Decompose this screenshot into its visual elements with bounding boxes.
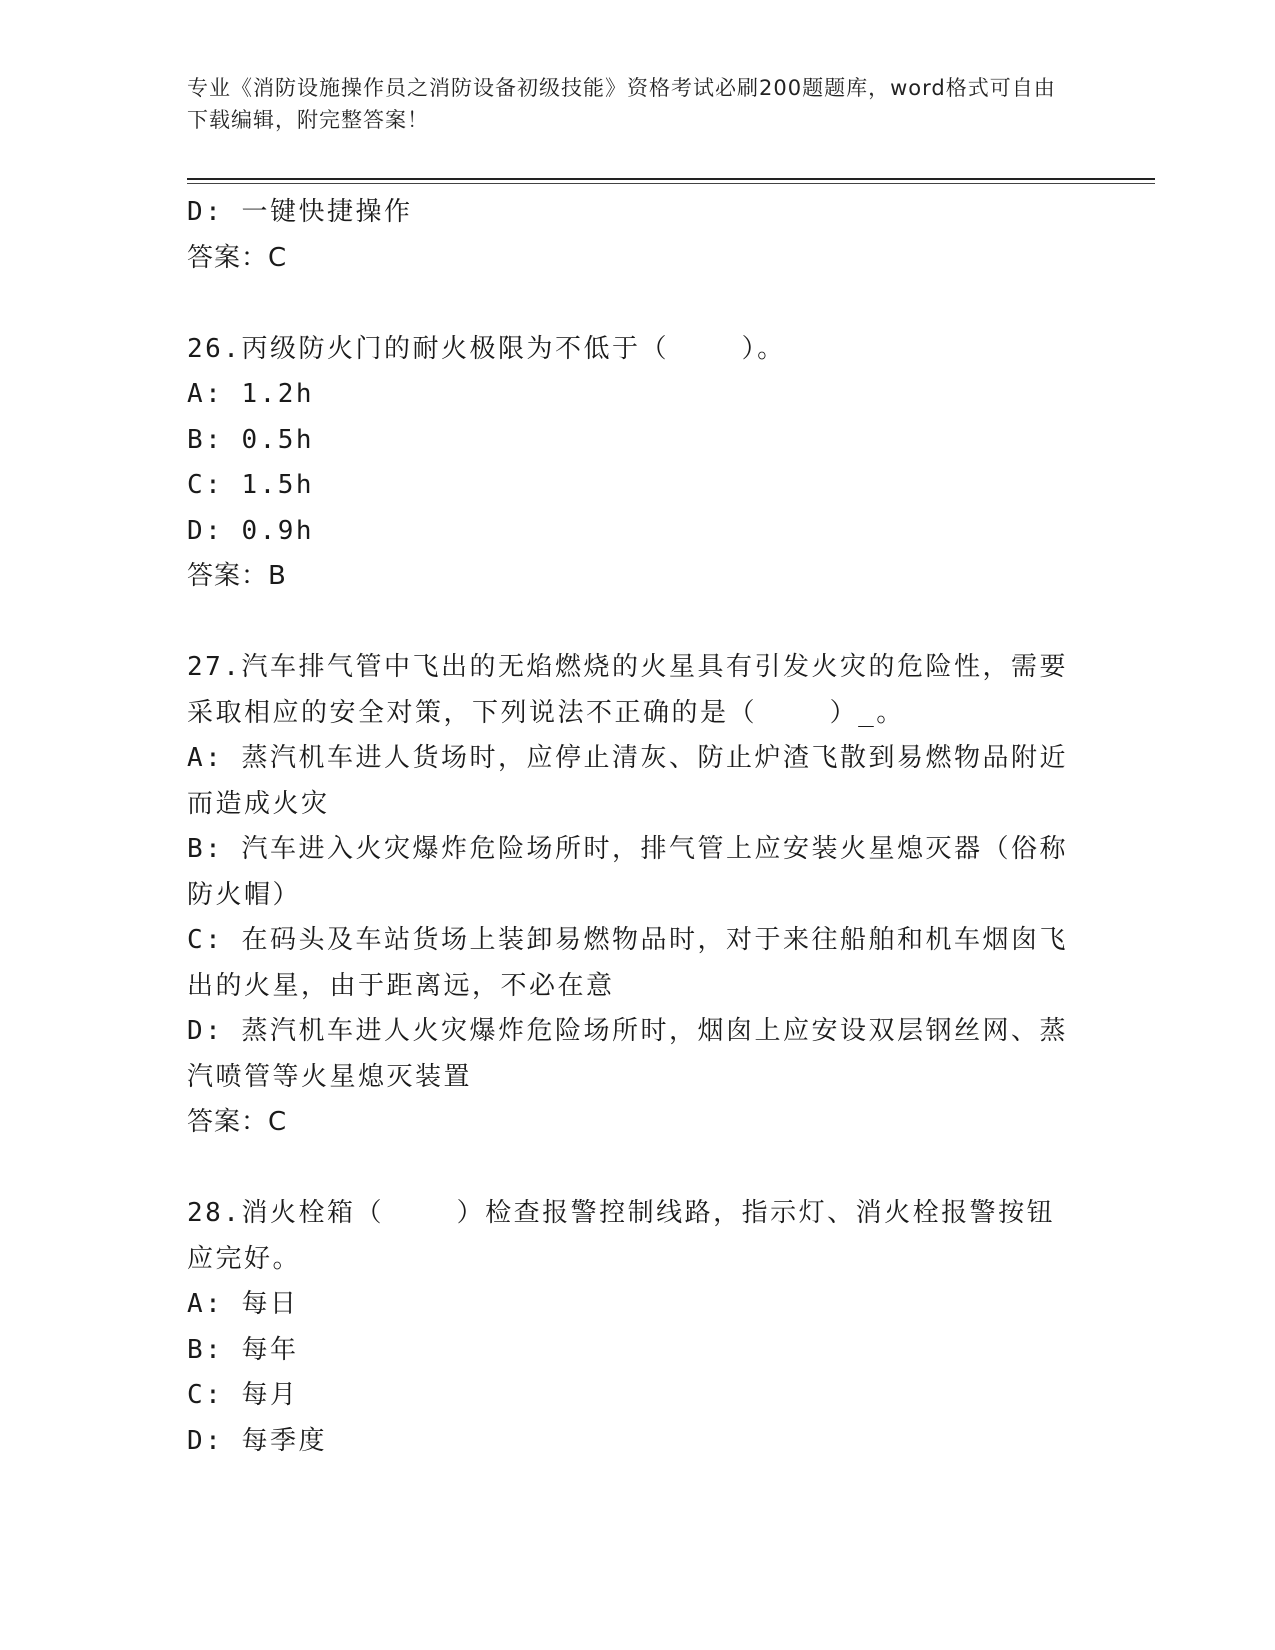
answer-line: 答案：B	[187, 561, 287, 591]
header-divider-thin	[187, 183, 1155, 184]
option-d: D: 一键快捷操作	[187, 197, 413, 227]
spacer	[187, 1146, 1087, 1192]
option-a: A: 每日	[187, 1289, 299, 1319]
question-stem: 28.消火栓箱（ ）检查报警控制线路，指示灯、消火栓报警按钮应完好。	[187, 1198, 1056, 1274]
option-b: B: 0.5h	[187, 424, 315, 455]
question-26	[187, 327, 1087, 600]
answer-line: 答案：C	[187, 1107, 288, 1137]
option-c: C: 每月	[187, 1380, 299, 1410]
header-title: 专业《消防设施操作员之消防设备初级技能》资格考试必刷200题题库，word格式可自由下载编辑，附完整答案！	[187, 76, 1056, 132]
option-b: B: 每年	[187, 1334, 299, 1365]
answer-line: 答案：C	[187, 242, 288, 273]
option-d: D: 每季度	[187, 1425, 327, 1456]
question-stem: 26.丙级防火门的耐火极限为不低于（ ）。	[187, 333, 786, 364]
question-27	[187, 645, 1087, 1146]
option-a: A: 1.2h	[187, 379, 315, 409]
document-header	[187, 72, 1067, 136]
option-c: C: 1.5h	[187, 470, 315, 500]
option-c: C: 在码头及车站货场上装卸易燃物品时，对于来往船舶和机车烟囱飞出的火星，由于距离远，不必在意	[187, 925, 1068, 1001]
spacer	[187, 600, 1087, 646]
question-list	[187, 190, 1087, 1464]
option-d: D: 0.9h	[187, 515, 315, 546]
option-d: D: 蒸汽机车进人火灾爆炸危险场所时，烟囱上应安设双层钢丝网、蒸汽喷管等火星熄灭装置	[187, 1016, 1068, 1092]
spacer	[187, 281, 1087, 327]
question-stem: 27.汽车排气管中飞出的无焰燃烧的火星具有引发火灾的危险性，需要采取相应的安全对策，下列说法不正确的是（ ）_。	[187, 652, 1068, 728]
option-b: B: 汽车进入火灾爆炸危险场所时，排气管上应安装火星熄灭器（俗称防火帽）	[187, 834, 1068, 910]
question-28	[187, 1191, 1087, 1464]
option-a: A: 蒸汽机车进人货场时，应停止清灰、防止炉渣飞散到易燃物品附近而造成火灾	[187, 743, 1068, 819]
header-divider-thick	[187, 178, 1155, 180]
question-25-tail	[187, 190, 1087, 281]
